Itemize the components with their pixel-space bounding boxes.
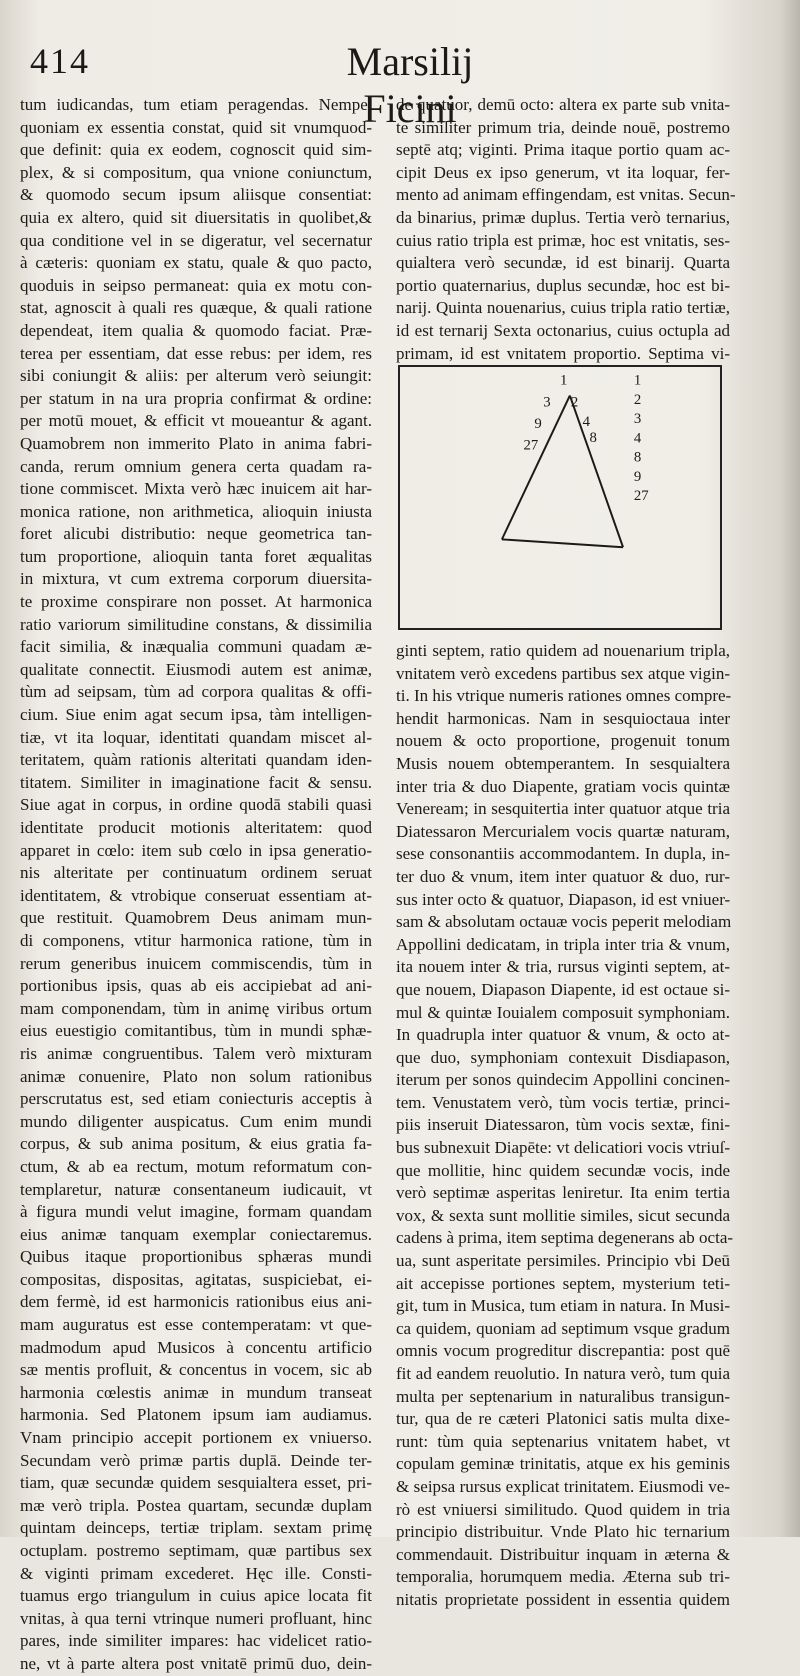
text-line: quoduis in seipso permaneat: quia ex motu con- [20, 275, 372, 295]
apex-label: 1 [560, 372, 568, 389]
text-line: dependeat, item qualia & quomodo faciat. Præ- [20, 320, 372, 340]
text-line: tiæ, vt ita loquar, identitati quandam miscet al- [20, 727, 372, 747]
text-line: eius euestigio comitantibus, tùm in mundi sphæ- [20, 1021, 372, 1041]
sequence-label: 27 [633, 487, 649, 504]
left-side-label: 3 [543, 394, 551, 411]
text-line: vnitas, à qua terni vtrinque numeri profluant, hinc [20, 1608, 372, 1628]
text-line: In quadrupla inter quatuor & vnum, & octo at- [396, 1025, 730, 1045]
running-title: Marsilij Ficini [346, 39, 474, 131]
right-column-bottom [396, 640, 734, 1612]
sequence-label: 1 [633, 372, 642, 389]
text-line: canda, rerum omnium genera certa quadam ra- [20, 456, 372, 476]
triangle-right-side [570, 396, 623, 548]
text-line: & seipsa rursus explicat trinitatem. Eiusmodi ve- [396, 1476, 730, 1496]
text-line: teritatem, quàm rationis alteritati quandam iden- [20, 750, 372, 770]
text-line: mæ verò tripla. Postea quartam, secundæ duplam [20, 1495, 372, 1515]
text-line: mul & quintæ Iouialem composuit symphoniam. [396, 1002, 730, 1022]
text-line: copulam geminæ trinitatis, atque ex his geminis [396, 1454, 730, 1474]
text-line: tuamus ergo triangulum in cuius apice locata fit [20, 1586, 372, 1606]
text-line: à cæteris: quoniam ex statu, quale & quo pacto, [20, 253, 372, 273]
text-line: vnitatem verò excedens partibus sex atque vigin- [396, 663, 730, 683]
sequence-label: 3 [633, 411, 642, 428]
right-side-label: 4 [582, 414, 591, 431]
text-line: id est ternarij Sexta octonarius, cuius octupla ad [396, 320, 730, 340]
text-line: in mixtura, vt cum extrema corporum diuersita- [20, 569, 372, 589]
page-number: 414 [30, 41, 90, 81]
text-line: omnis vocum progreditur discrepantia: post quē [396, 1341, 730, 1361]
text-line: tur, qua de re cæteri Platonici satis multa dixe- [396, 1409, 730, 1429]
text-line: sam & absolutam octauæ vocis peperit melodiam [396, 912, 732, 932]
text-line: runt: tùm quia septenarius vnitatem habet, vt [396, 1431, 730, 1451]
text-line: eius animæ tanquam exemplar coniectaremus. [20, 1224, 372, 1244]
text-line: principio distribuitur. Vnde Plato hic ternarium [396, 1522, 730, 1542]
text-line: per motū mouet, & efficit vt moueantur & agant. [20, 411, 372, 431]
text-line: Diatessaron Mercurialem vocis quartæ naturam, [396, 821, 730, 841]
text-line: nis alteritate per continuatum ordinem seruat [20, 863, 372, 883]
text-line: titatem. Similiter in imaginatione facit & sensu. [20, 772, 372, 792]
sequence-label: 4 [633, 430, 642, 447]
text-line: tiam, quæ secundæ quidem sesquialtera esset, pri- [20, 1473, 372, 1493]
text-line: multa per septenarium in naturalibus transigun- [396, 1386, 730, 1406]
text-line: mento ad animam effingendam, est vnitas. Secun- [396, 185, 736, 205]
text-line: sese consonantiis accommodantem. In dupla, in- [396, 844, 730, 864]
text-line: harmonia. Sed Platonem ipsum iam audiamus. [20, 1405, 372, 1425]
text-line: identitatem, & vtrobique conseruat essentiam at- [20, 885, 372, 905]
text-line: cipit Deus ex ipso generum, vt ita loquar, fer- [396, 162, 730, 182]
text-line: portio quaternarius, duplus secundæ, hoc est bi- [396, 275, 730, 295]
triangle-base [502, 539, 623, 547]
text-line: ctum, & ab ea rectum, motum reformatum con- [20, 1156, 372, 1176]
text-line: quia ex altero, quid sit diuersitatis in quolibet,& [20, 207, 372, 227]
text-line: stat, agnoscit à quali res quæque, & quali ratione [20, 298, 372, 318]
text-line: mundo diligenter auspicatus. Cum enim mundi [20, 1111, 372, 1131]
triangle-diagram [400, 367, 720, 628]
text-line: & quomodo secum ipsum aliisque consentiat: [20, 185, 372, 205]
text-line: cuius ratio tripla est primæ, hoc est vnitatis, ses- [396, 230, 730, 250]
text-line: portionibus ipsis, quas ab eis accipiebat ad ani- [20, 976, 372, 996]
text-line: tum iudicandas, tum etiam peragendas. Nempe, [20, 95, 372, 114]
text-line: sæ mentis profluit, & concentus in vocem, sic ab [20, 1360, 372, 1380]
text-line: nouem & octo proportione, progenuit tonum [396, 731, 730, 751]
text-line: te proxime conspirare non posset. At harmonica [20, 592, 372, 612]
text-line: octuplam. postremo septimam, quæ partibus sex [20, 1541, 372, 1560]
text-line: Veneream; in sesquitertia inter quatuor atque tria [396, 799, 730, 819]
text-line: quoniam ex essentia constat, quid sit vnumquod- [20, 117, 372, 137]
text-line: quialtera verò secundæ, id est binarij. Quarta [396, 253, 730, 273]
right-side-label: 2 [570, 394, 579, 411]
text-line: madmodum apud Musicos à concentu artificio [20, 1337, 372, 1357]
text-line: dem fermè, id est harmonicis rationibus eius ani- [20, 1292, 372, 1312]
text-line: foret alicubi distributio: neque geometrica tan- [20, 524, 372, 544]
text-line: da binarius, primæ duplus. Tertia verò ternarius, [396, 207, 730, 227]
text-line: perscrutatus est, sed etiam coniecturis acceptis à [20, 1089, 372, 1109]
text-line: rerum generibus inuicem commiscendis, tùm in [20, 953, 372, 973]
text-line: compositas, dispositas, agitatas, suspiciebat, ei- [20, 1269, 372, 1289]
text-line: plex, & si compositum, qua vnione coniunctum, [20, 162, 372, 182]
text-line: temporalia, horumquem media. Æterna sub tri- [396, 1567, 730, 1587]
text-line: tùm ad seipsam, tùm ad corpora qualitas & offi- [20, 682, 372, 702]
text-line: fit ad eandem reuolutio. In natura verò, tum quia [396, 1364, 730, 1383]
text-line: per statum in na ura propria confirmat & ordine: [20, 388, 372, 408]
text-line: animæ conuenire, Plato non solum rationibus [20, 1066, 372, 1086]
text-line: apparet in cœlo: item sub cœlo in ipsa generatio- [20, 840, 372, 860]
left-column [20, 94, 372, 1676]
text-line: Quibus itaque proportionibus sphæras mundi [20, 1247, 372, 1267]
text-line: git, tum in Musica, tum etiam in natura. In Musi- [396, 1296, 730, 1316]
sequence-label: 9 [633, 468, 642, 485]
text-line: vox, & sexta sunt mollitie similes, sicut secunda [396, 1205, 730, 1225]
text-line: di componens, vtitur harmonica ratione, tùm in [20, 930, 372, 950]
text-line: que restituit. Quamobrem Deus animam mun- [20, 908, 372, 928]
text-line: de quatuor, demū octo: altera ex parte sub vnita- [396, 95, 730, 114]
text-line: templaretur, naturæ consentaneum iudicauit, vt [20, 1179, 372, 1199]
text-line: tem. Venustatem verò, tùm vocis tertiæ, princi- [396, 1092, 730, 1112]
text-line: Vnam principio accepit portionem ex vniuerso. [20, 1428, 372, 1448]
text-line: bus subnexuit Diapēte: vt delicatiori vocis vtriuſ- [396, 1138, 730, 1158]
text-line: commendauit. Distribuitur inquam in æterna & [396, 1544, 730, 1564]
text-line: ratio variorum similitudine constans, & dissimilia [20, 614, 372, 634]
text-line: ti. In his vtrique numeris rationes omnes compre- [396, 686, 732, 706]
text-line: ita nouem inter & tria, rursus viginti septem, at- [396, 957, 730, 977]
text-line: Secundam verò primæ partis duplā. Deinde ter- [20, 1450, 372, 1470]
sequence-label: 8 [633, 449, 642, 466]
text-line: que mollitie, hinc quidem secundæ vocis, inde [396, 1160, 730, 1180]
text-line: iterum per sonos quindecim Appollini concinen- [396, 1070, 730, 1090]
text-line: ter duo & vnum, item inter quatuor & duo, rur- [396, 866, 730, 886]
text-line: terea per essentiam, dat esse rebus: per idem, res [20, 343, 372, 363]
text-line: & viginti primam excederet. Hęc ille. Consti- [20, 1563, 372, 1583]
text-line: à figura mundi velut imagine, formam quandam [20, 1202, 372, 1222]
text-line: qua conditione vel in se digeratur, vel secernatur [20, 230, 372, 250]
text-line: narij. Quinta nouenarius, cuius tripla ratio tertiæ, [396, 298, 730, 318]
text-line: que nouem, Diapason Diapente, id est octaue si- [396, 979, 730, 999]
text-line: que definit: quia ex eodem, cognoscit quid sim- [20, 140, 372, 160]
left-side-label: 27 [523, 437, 539, 454]
text-line: quintam deinceps, tertiæ triplam. sextam primę [20, 1518, 372, 1538]
text-line: primam, id est vnitatem proportio. Septima vi- [396, 343, 730, 363]
text-line: septē atq; viginti. Prima itaque portio quam ac- [396, 140, 730, 160]
text-line: Quamobrem non immerito Plato in anima fabri- [20, 433, 372, 453]
text-line: corpus, & sub anima positum, & eius gratia fa- [20, 1134, 372, 1154]
text-line: ca quidem, quoniam ad septimum vsque gradum [396, 1318, 730, 1338]
text-line: qualitate connectit. Eiusmodi autem est animæ, [20, 659, 372, 679]
text-line: ginti septem, ratio quidem ad nouenarium tripla, [396, 641, 730, 660]
right-column-top [396, 94, 736, 365]
text-line: pares, inde similiter impares: hac videlicet ratio- [20, 1631, 372, 1651]
text-line: tum proportione, alioquin tanta foret æqualitas [20, 546, 372, 566]
sequence-label: 2 [633, 391, 642, 408]
text-line: mam auguratus est esse contemperatam: vt que- [20, 1315, 372, 1335]
text-line: verò septimæ asperitas leniretur. Ita enim tertia [396, 1183, 730, 1203]
text-line: tione commiscet. Mixta verò hæc inuicem ait har- [20, 479, 372, 499]
text-line: inter tria & duo Diapente, gratiam vocis quintæ [396, 776, 730, 796]
text-line: sibi coniungit & aliis: per alterum verò seiungit: [20, 366, 372, 386]
text-line: identitate producit motionis alteritatem: quod [20, 818, 372, 837]
text-line: Appollini dedicatam, in tripla inter tria & vnum, [396, 934, 730, 954]
text-line: Musis nouem obtemperantem. In sesquialtera [396, 753, 730, 773]
text-line: cium. Siue enim agat secum ipsa, tàm intelligen- [20, 705, 372, 725]
text-line: cadens à prima, item septima degenerans ab octa- [396, 1228, 734, 1248]
text-line: ris animæ congruentibus. Talem verò mixturam [20, 1043, 372, 1063]
text-line: Siue agat in corpus, in ordine quodā stabili quasi [20, 795, 372, 815]
text-line: monica ratione, non arithmetica, alioquin iniusta [20, 501, 372, 521]
text-line: te similiter primum tria, deinde nouē, postremo [396, 117, 730, 137]
text-line: sus inter octo & quatuor, Diapason, id est vniuer- [396, 889, 731, 909]
text-line: piis inseruit Diatessaron, tùm vocis sextæ, fini- [396, 1115, 730, 1135]
text-line: rò est vniuersi similitudo. Quod quidem in tria [396, 1499, 730, 1519]
text-line: ua, sunt asperitate persimiles. Principio vbi Deū [396, 1251, 730, 1271]
text-line: facit similia, & inæqualia communi quadam æ- [20, 637, 372, 657]
triangle-figure [398, 365, 722, 630]
right-side-label: 8 [589, 429, 597, 446]
left-side-label: 9 [534, 416, 542, 433]
text-line: ne, vt à parte altera post vnitatē primū duo, dein- [20, 1653, 372, 1673]
text-line: hendit harmonicas. Nam in sesquioctaua inter [396, 708, 730, 728]
text-line: nitatis proprietate possident in essentia quidem [396, 1589, 730, 1609]
text-line: harmonia cœlestis animæ in mundum transeat [20, 1382, 372, 1402]
text-line: mam componendam, tùm in animę viribus ortum [20, 998, 372, 1018]
text-line: ait accepisse portiones septem, mysterium teti- [396, 1273, 730, 1293]
text-line: que duo, symphoniam contexuit Disdiapason, [396, 1047, 730, 1067]
